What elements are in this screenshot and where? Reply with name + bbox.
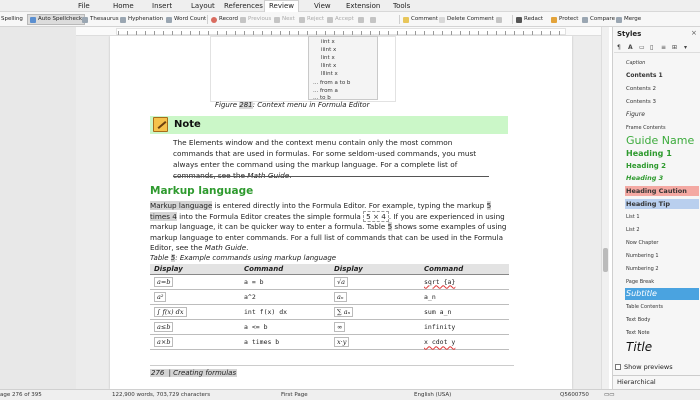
comment-button[interactable] [403,14,438,25]
table-caption-prefix: Table [150,254,171,262]
fill-format-icon[interactable]: ▾ [684,44,688,51]
style-item[interactable]: List 1 [626,214,640,220]
paragraph-part: is entered directly into the Formula Editor. For example, typing the markup [212,201,487,210]
spelling-button[interactable] [1,14,23,25]
formula-object[interactable]: x·y [334,337,349,347]
command-cell[interactable]: a = b [240,274,330,289]
command-cell[interactable]: a^2 [240,289,330,304]
table-caption-text: : Example commands using markup language [175,254,337,262]
style-filter-select[interactable]: Hierarchical [613,375,700,389]
note-title: Note [174,119,201,130]
style-item[interactable]: Numbering 1 [626,253,659,259]
table-header: Command [240,264,330,274]
command-cell[interactable] [420,274,509,289]
style-item[interactable]: Page Break [626,279,655,285]
table-row [150,335,509,350]
close-icon[interactable]: × [691,29,697,37]
previous-label: Previous [248,16,272,22]
merge-icon [616,17,622,23]
menu-insert[interactable]: Insert [152,2,173,10]
compare-icon [582,17,588,23]
ctx-item: ... from a [313,88,338,94]
display-cell[interactable] [150,289,240,304]
manage-changes-icon [370,17,376,23]
style-item[interactable]: Contents 1 [626,72,663,79]
figure-caption [215,101,369,109]
command-cell[interactable]: a <= b [240,320,330,335]
command-text: sqrt {a} [424,277,456,286]
table-number: 5 [170,254,176,262]
note-text [173,137,491,181]
table-row [150,289,509,304]
show-previews-checkbox[interactable] [615,363,673,371]
auto-spellcheck-label: Auto Spellcheck [38,16,83,22]
reject-label: Reject [307,16,325,22]
review-toolbar [0,12,700,27]
ctx-item: ... to b [313,95,331,101]
style-item[interactable]: Figure [626,111,645,118]
style-item[interactable]: Heading 1 [626,149,672,158]
character-styles-icon[interactable]: A [628,44,633,51]
table-caption [150,254,336,262]
section-heading: Markup language [150,185,254,197]
word-count[interactable]: 122,900 words, 703,729 characters [112,392,211,398]
display-cell[interactable] [330,274,420,289]
table-row [150,274,509,289]
paragraph-styles-icon[interactable]: ¶ [617,44,621,51]
next-change-button[interactable] [274,14,295,25]
formula-object[interactable]: a≤b [154,322,173,332]
scrollbar-thumb[interactable] [603,248,608,272]
spelling-label: Spelling [1,16,23,22]
formula-object[interactable]: ∫ f(x) dx [154,307,187,317]
style-type-toolbar [614,43,700,53]
command-cell[interactable]: infinity [420,320,509,335]
command-cell[interactable]: int f(x) dx [240,304,330,319]
list-styles-icon[interactable]: ≡ [661,44,667,51]
style-item[interactable]: Frame Contents [626,125,666,131]
manage-icon[interactable] [370,14,376,25]
display-cell[interactable] [150,304,240,319]
lock-icon [551,17,557,23]
formula-object[interactable]: √a [334,277,348,287]
checkbox-icon [615,364,621,370]
menu-layout[interactable]: Layout [191,2,215,10]
hyphenation-button[interactable] [120,14,163,25]
table-header: Command [420,264,509,274]
word-count-label: Word Count [174,16,207,22]
style-item[interactable]: Guide Name [626,134,695,147]
delete-comment-icon [439,17,445,23]
command-text: x cdot y [424,338,456,347]
word-count-icon [166,17,172,23]
page-styles-icon[interactable]: ▯ [650,44,654,51]
style-item[interactable]: Contents 3 [626,99,656,105]
paragraph-part: shows some examples of using markup language to enter commands. For a full list of commands that can be used in the Formula Editor, see the [150,222,507,252]
markup-example: 5 times 4 [150,201,492,221]
paragraph-part: into the Formula Editor creates the simple formula [176,211,364,221]
ruler-ticks [118,31,564,35]
track-changes-icon [358,17,364,23]
menu-tools[interactable]: Tools [393,2,411,10]
record-label: Record [219,16,239,22]
comment-icon [403,17,409,23]
paragraph-part: . [246,243,249,252]
menu-extension[interactable]: Extension [346,2,381,10]
command-cell[interactable]: sum a_n [420,304,509,319]
footer-section-title: | Creating formulas [166,369,237,377]
figure-context-menu-screenshot [308,36,378,100]
next-label: Next [282,16,295,22]
math-guide-ref: Math Guide [204,243,247,252]
style-item[interactable]: Title [626,340,653,354]
status-bar [0,389,700,400]
accept-button[interactable] [327,14,354,25]
frame-styles-icon[interactable]: ▭ [639,44,645,51]
ctx-item: lllint x [321,71,338,77]
table-reference: 5 [387,222,393,231]
track-options-icon[interactable] [358,14,364,25]
comment-tools-icon-glyph [496,17,502,23]
figure-caption-prefix: Figure [215,101,240,109]
redact-icon [516,17,522,23]
command-cell[interactable]: a_n [420,289,509,304]
record-button[interactable] [211,14,238,25]
ctx-item: llint x [321,63,337,69]
toolbar-separator [512,15,513,24]
note-pencil-icon [153,117,168,132]
redact-label: Redact [524,16,544,22]
menu-home[interactable]: Home [113,2,134,10]
display-cell[interactable] [330,335,420,350]
command-cell[interactable] [420,335,509,350]
table-header: Display [150,264,240,274]
sidebar-title: Styles [617,30,642,38]
merge-label: Merge [624,16,642,22]
table-styles-icon[interactable]: ⊞ [672,44,678,51]
record-icon [211,17,217,23]
language[interactable]: English (USA) [414,392,452,398]
ctx-item: iint x [321,39,335,45]
display-cell[interactable] [330,320,420,335]
style-item[interactable]: Heading Caution [625,186,699,196]
display-cell[interactable] [330,289,420,304]
hyphenation-icon [120,17,126,23]
compare-label: Compare [590,16,615,22]
formula-object[interactable]: 5 × 4 [363,211,389,222]
accept-label: Accept [335,16,354,22]
horizontal-ruler[interactable] [76,27,606,36]
style-item[interactable]: Now Chapter [626,240,659,246]
formula-object[interactable]: a=b [154,277,173,287]
reject-button[interactable] [299,14,324,25]
table-header: Display [330,264,420,274]
thesaurus-icon [82,17,88,23]
style-item[interactable]: List 2 [626,227,640,233]
menu-references[interactable]: References [224,2,263,10]
page-style[interactable]: First Page [281,392,308,398]
footer-page-number: 276 [151,369,165,377]
figure-number: 281 [239,101,253,109]
menu-view[interactable]: View [314,2,331,10]
document-id: Q5600750 [560,392,589,398]
paragraph-part: . If you are experienced in using markup language, it can be quicker way to enter a formula. Table [150,211,505,231]
thesaurus-label: Thesaurus [90,16,119,22]
styles-sidebar [612,27,700,389]
comment-label: Comment [411,16,438,22]
menu-review[interactable]: Review [264,0,299,12]
display-cell[interactable] [330,304,420,319]
formula-object[interactable]: ∞ [334,322,345,332]
table-row [150,320,509,335]
accept-icon [327,17,333,23]
style-item[interactable]: Heading Tip [625,199,699,209]
style-item[interactable]: Heading 3 [626,174,664,182]
table-header-row [150,264,509,274]
hyphenation-label: Hyphenation [128,16,164,22]
compare-button[interactable] [582,14,615,25]
word-count-button[interactable] [166,14,206,25]
view-layout-icon[interactable]: ▭▭ [604,392,615,398]
delete-comment-label: Delete Comment [447,16,494,22]
command-cell[interactable]: a times b [240,335,330,350]
auto-spellcheck-button[interactable] [27,14,85,25]
style-item-selected[interactable]: Subtitle [625,288,699,300]
display-cell[interactable] [150,274,240,289]
reject-icon [299,17,305,23]
style-item[interactable]: Text Note [626,330,650,336]
highlighted-term: Markup language [150,201,213,210]
comment-tools-icon[interactable] [496,14,502,25]
toolbar-separator [207,15,208,24]
formula-object[interactable]: a² [154,292,166,302]
ctx-item: ... from a to b [313,80,351,86]
formula-object[interactable]: ∑ aₙ [334,307,353,317]
thesaurus-button[interactable] [82,14,119,25]
merge-button[interactable] [616,14,641,25]
protect-button[interactable] [551,14,578,25]
next-icon [274,17,280,23]
ctx-item: lint x [321,55,335,61]
vertical-scrollbar[interactable] [601,27,609,389]
commands-table[interactable] [150,264,509,350]
menu-file[interactable]: File [78,2,90,10]
style-item[interactable]: Heading 2 [626,162,667,170]
figure-caption-text: : Context menu in Formula Editor [252,101,370,109]
formula-object[interactable]: aₙ [334,292,347,302]
protect-label: Protect [559,16,579,22]
style-item[interactable]: Text Body [626,317,651,323]
show-previews-label: Show previews [624,363,673,371]
toolbar-separator [399,15,400,24]
left-margin-area [0,27,76,389]
footer-separator [150,365,514,366]
note-body: The Elements window and the context menu contain only the most common commands that are used in formulas. For some seldom-used commands, you must always enter the command using the markup language. For a complete list of [173,138,477,169]
redact-button[interactable] [516,14,543,25]
style-item[interactable]: Numbering 2 [626,266,659,272]
delete-comment-button[interactable] [439,14,494,25]
previous-icon [240,17,246,23]
display-cell[interactable] [150,335,240,350]
note-rule [173,176,489,177]
ctx-item: iiint x [321,47,337,53]
style-item[interactable]: Caption [626,60,646,66]
note-heading-bar [150,116,508,134]
table-row [150,304,509,319]
page-footer [150,369,237,377]
menu-bar [0,0,700,12]
page-count[interactable]: age 276 of 395 [0,392,42,398]
style-item[interactable]: Contents 2 [626,86,656,92]
document-page[interactable] [110,36,572,389]
style-item[interactable]: Table Contents [626,304,664,310]
formula-object[interactable]: a×b [154,337,173,347]
spellcheck-icon [30,17,36,23]
previous-change-button[interactable] [240,14,271,25]
document-canvas[interactable] [76,36,606,389]
display-cell[interactable] [150,320,240,335]
section-paragraph [150,201,510,254]
